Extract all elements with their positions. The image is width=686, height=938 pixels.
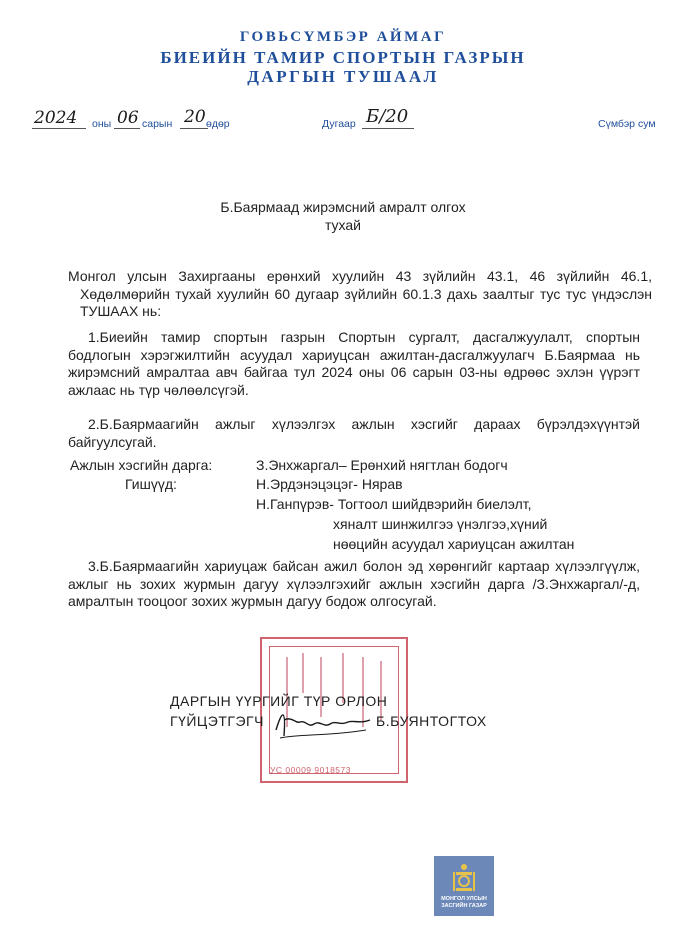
handwritten-month: 06 [117, 108, 139, 128]
year-underline [32, 128, 86, 129]
intro-paragraph: Монгол улсын Захиргааны ерөнхий хуулийн 43 зүйлийн 43.1, 46 зүйлийн 46.1, Хөдөлмөрийн тухай хуулийн 60 дугаар зүйлийн 60.1.3 дахь заалтыг тус тус үндэслэн ТУШААХ нь: [68, 268, 652, 319]
signatory-title-line2: ГҮЙЦЭТГЭГЧ [170, 713, 264, 729]
month-underline [114, 128, 140, 129]
soyombo-icon [451, 862, 477, 894]
members-label: Гишүүд: [125, 476, 177, 492]
chair-value: З.Энхжаргал– Ерөнхий нягтлан бодогч [256, 457, 508, 473]
member-2: Н.Ганпүрэв- Тогтоол шийдвэрийн биелэлт, [256, 496, 532, 512]
org-name-line2: БИЕИЙН ТАМИР СПОРТЫН ГАЗРЫН [160, 48, 526, 67]
signatory-name: Б.БУЯНТОГТОХ [376, 713, 487, 729]
order-item-3: 3.Б.Баярмаагийн хариуцаж байсан ажил болон эд хөрөнгийг картаар хүлээлгүүлж, ажлыг нь зохих журмын дагуу хүлээлгэхийг ажлын хэсгийн дарга /З.Энхжаргал/-д, амралтын тооцоог зохих журмын дагуу бодож олгосугай. [68, 558, 640, 609]
signatory-title-line1: ДАРГЫН ҮҮРГИЙГ ТҮР ОРЛОН [170, 693, 388, 709]
year-suffix: оны [92, 118, 112, 130]
stamp-script-column [380, 661, 392, 721]
org-name-line1: ГОВЬСҮМБЭР АЙМАГ [239, 29, 447, 45]
chair-label: Ажлын хэсгийн дарга: [70, 457, 213, 473]
handwritten-day: 20 [184, 107, 206, 127]
order-item-2: 2.Б.Баярмаагийн ажлыг хүлээлгэх ажлын хэсгийг дараах бүрэлдэхүүнтэй байгуулсугай. [68, 416, 640, 450]
day-suffix: өдөр [206, 118, 230, 130]
handwritten-year: 2024 [34, 108, 78, 128]
member-1: Н.Эрдэнэцэцэг- Нярав [256, 476, 403, 492]
order-item-1: 1.Биеийн тамир спортын газрын Спортын сургалт, дасгалжуулалт, спортын бодлогын хэрэгжилтийн асуудал хариуцсан ажилтан-дасгалжуулагч Б.Баярмаа нь жирэмсний амралтаа авч байгаа тул 2024 оны 06 сарын 03-ны өдрөөс эхлэн үүрэгт ажлаас нь түр чөлөөлсүгэй. [68, 329, 640, 398]
logo-text-line1: МОНГОЛ УЛСЫН [441, 896, 487, 902]
day-underline [180, 128, 208, 129]
logo-text-line2: ЗАСГИЙН ГАЗАР [441, 903, 487, 909]
month-suffix: сарын [142, 118, 173, 130]
handwritten-signature [270, 700, 380, 746]
stamp-code: УС 00009 9018573 [270, 765, 351, 775]
place: Сүмбэр сум [598, 118, 656, 130]
title-line1: Б.Баярмаад жирэмсний амралт олгох [220, 199, 466, 215]
number-underline [362, 128, 414, 129]
number-label: Дугаар [322, 118, 356, 130]
member-2-cont2: нөөцийн асуудал хариуцсан ажилтан [333, 536, 575, 552]
document-type: ДАРГЫН ТУШААЛ [247, 67, 439, 86]
handwritten-number: Б/20 [366, 106, 409, 127]
government-logo [434, 856, 494, 916]
stamp-script-column [302, 653, 314, 693]
member-2-cont1: хяналт шинжилгээ үнэлгээ,хүний [333, 516, 548, 532]
title-line2: тухай [324, 217, 362, 233]
